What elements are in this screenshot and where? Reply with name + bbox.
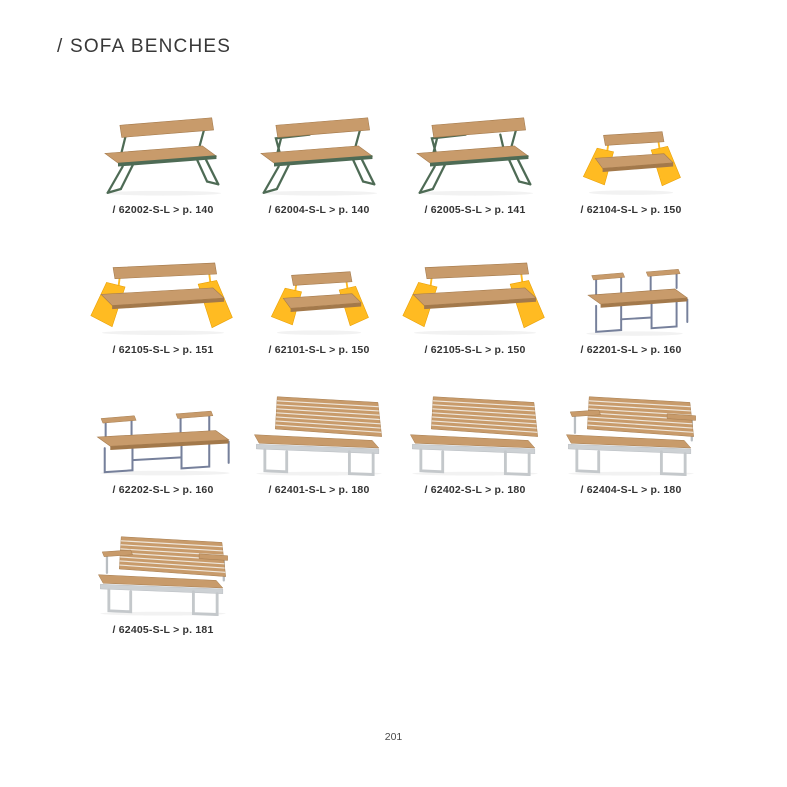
product-caption[interactable]: / 62405-S-L > p. 181 [112,624,214,636]
product-cell-62005-S-L [397,102,553,242]
product-cell-62401-S-L [241,382,397,522]
bench-image [85,102,241,196]
bench-illustration [244,114,394,197]
bench-illustration [89,262,237,336]
product-cell-62004-S-L [241,102,397,242]
product-caption[interactable]: / 62105-S-L > p. 150 [424,344,526,356]
product-caption[interactable]: / 62402-S-L > p. 180 [424,484,526,496]
bench-illustration [264,268,374,336]
product-cell-62404-S-L [553,382,709,522]
bench-image [241,382,397,476]
product-cell-62105-S-L [85,242,241,382]
product-cell-62202-S-L [85,382,241,522]
product-caption[interactable]: / 62201-S-L > p. 160 [580,344,682,356]
bench-image [85,382,241,476]
product-cell-62402-S-L [397,382,553,522]
bench-illustration [399,391,551,477]
product-caption[interactable]: / 62404-S-L > p. 180 [580,484,682,496]
bench-illustration [243,391,395,477]
bench-illustration [401,262,549,336]
bench-image [241,102,397,196]
product-caption[interactable]: / 62002-S-L > p. 140 [112,204,214,216]
product-caption[interactable]: / 62105-S-L > p. 151 [112,344,214,356]
product-caption[interactable]: / 62104-S-L > p. 150 [580,204,682,216]
product-cell-62104-S-L [553,102,709,242]
product-caption[interactable]: / 62004-S-L > p. 140 [268,204,370,216]
product-grid [85,102,709,662]
bench-image [397,102,553,196]
product-cell-62002-S-L [85,102,241,242]
bench-illustration [555,391,707,477]
bench-image [241,242,397,336]
product-cell-62201-S-L [553,242,709,382]
product-cell-62405-S-L [85,522,241,662]
bench-illustration [89,400,237,476]
product-caption[interactable]: / 62401-S-L > p. 180 [268,484,370,496]
bench-image [85,242,241,336]
bench-image [85,522,241,616]
bench-image [397,382,553,476]
product-cell-62105-S-L [397,242,553,382]
bench-illustration [576,128,686,196]
bench-image [553,382,709,476]
product-caption[interactable]: / 62005-S-L > p. 141 [424,204,526,216]
product-cell-62101-S-L [241,242,397,382]
page-number: 201 [384,731,403,743]
bench-illustration [87,531,239,617]
bench-image [397,242,553,336]
bench-illustration [572,263,690,336]
bench-image [553,242,709,336]
product-caption[interactable]: / 62101-S-L > p. 150 [268,344,370,356]
bench-illustration [88,114,238,197]
bench-illustration [400,114,550,197]
bench-image [553,102,709,196]
page-title: / SOFA BENCHES [57,36,232,57]
product-caption[interactable]: / 62202-S-L > p. 160 [112,484,214,496]
